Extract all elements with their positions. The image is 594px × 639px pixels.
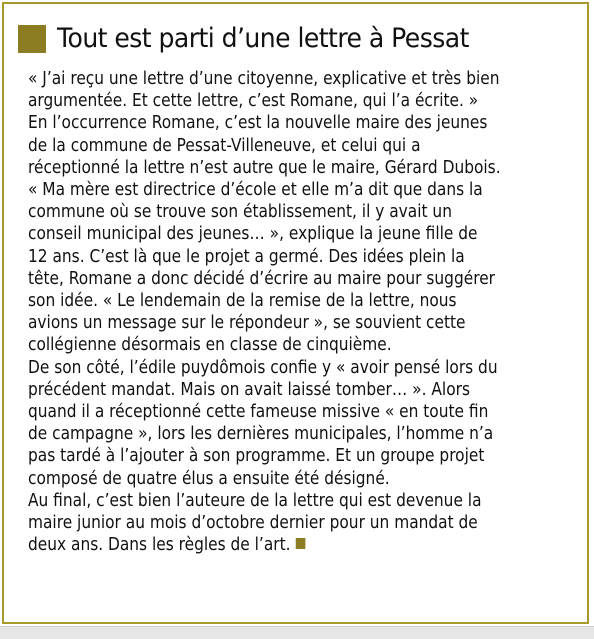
olive-square-icon	[18, 25, 46, 53]
article-line: de campagne », lors les dernières municipales, l’homme n’a	[28, 424, 494, 445]
article-headline	[18, 22, 500, 56]
page-bottom-strip	[0, 626, 594, 639]
article-line: tête, Romane a donc décidé d’écrire au maire pour suggérer	[28, 268, 496, 289]
article-line: quand il a réceptionné cette fameuse missive « en toute fin	[28, 402, 489, 423]
olive-square-end-icon	[296, 538, 306, 549]
article-line: En l’occurrence Romane, c’est la nouvelle maire des jeunes	[28, 113, 488, 134]
article-last-line	[28, 534, 518, 556]
article-line: précédent mandat. Mais on avait laissé tomber… ». Alors	[28, 379, 470, 400]
article-line: réceptionné la lettre n’est autre que le maire, Gérard Dubois.	[28, 157, 501, 178]
article-line: son idée. « Le lendemain de la remise de la lettre, nous	[28, 291, 457, 312]
article-line: pas tardé à l’ajouter à son programme. Et un groupe projet	[28, 446, 485, 467]
article-line: de la commune de Pessat-Villeneuve, et celui qui a	[28, 135, 421, 156]
article-body	[28, 68, 518, 556]
article-line: De son côté, l’édile puydômois confie y « avoir pensé lors du	[28, 357, 498, 378]
article-line: collégienne désormais en classe de cinquième.	[28, 335, 392, 356]
article-line: « J’ai reçu une lettre d’une citoyenne, explicative et très bien	[28, 69, 500, 89]
article-line: maire junior au mois d’octobre dernier pour un mandat de	[28, 513, 478, 534]
article-line: argumentée. Et cette lettre, c’est Romane, qui l’a écrite. »	[28, 91, 479, 112]
article-line: composé de quatre élus a ensuite été désigné.	[28, 468, 390, 489]
article-line: 12 ans. C’est là que le projet a germé. Des idées plein la	[28, 246, 465, 267]
article-line: Au final, c’est bien l’auteure de la lettre qui est devenue la	[28, 490, 482, 511]
article-line-text: deux ans. Dans les règles de l’art.	[28, 535, 291, 556]
article-line: « Ma mère est directrice d’école et elle m’a dit que dans la	[28, 180, 483, 201]
article-line: avions un message sur le répondeur », se souvient cette	[28, 313, 466, 334]
article-title: Tout est parti d’une lettre à Pessat	[57, 23, 469, 54]
article-line: conseil municipal des jeunes… », explique la jeune fille de	[28, 224, 478, 245]
article-line: commune où se trouve son établissement, il y avait un	[28, 202, 452, 223]
